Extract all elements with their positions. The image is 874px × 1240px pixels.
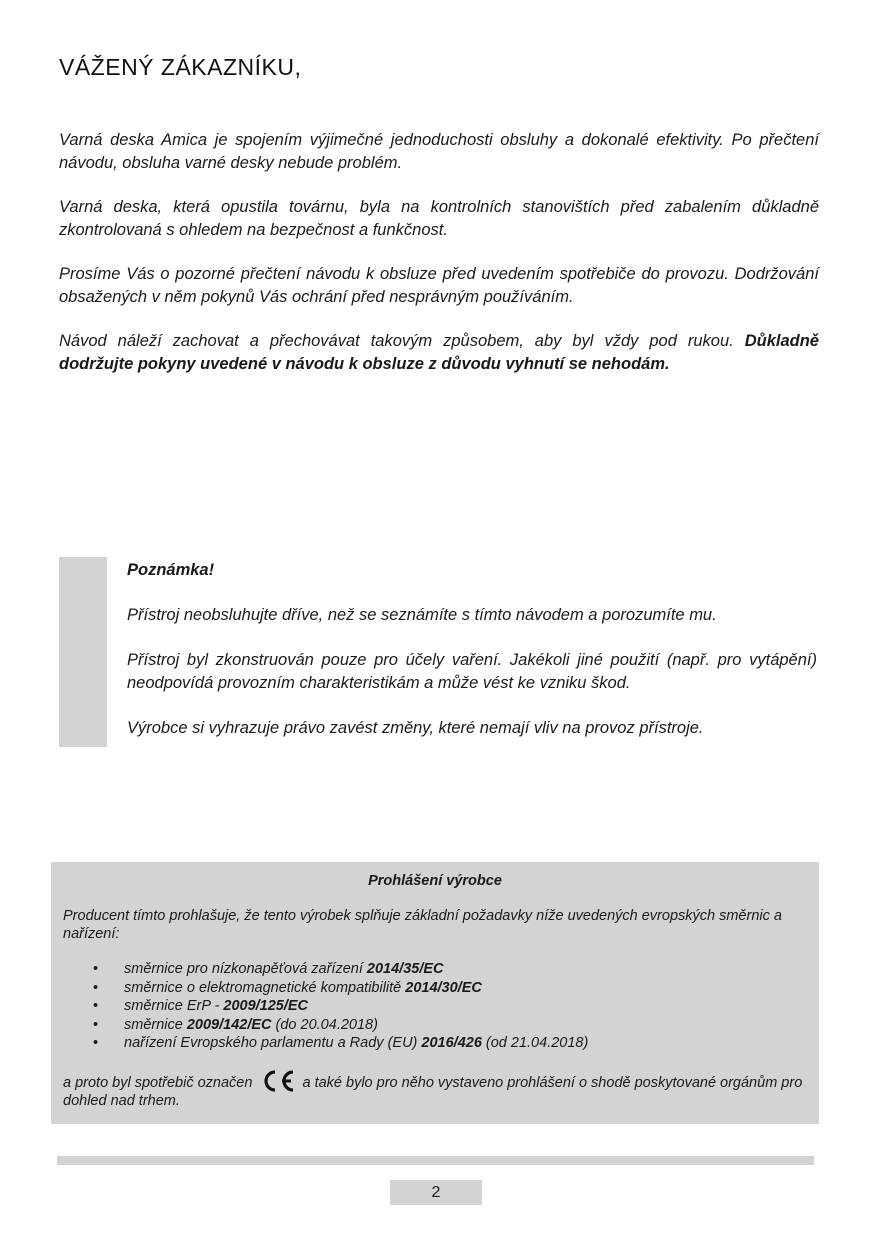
page-number: 2 [390, 1180, 482, 1205]
directive-suffix: (od 21.04.2018) [481, 1035, 589, 1052]
intro-text: Návod náleží zachovat a přechovávat takovým způsobem, aby byl vždy pod rukou. [59, 332, 734, 350]
list-item [93, 997, 807, 1016]
note-title: Poznámka! [127, 561, 215, 579]
note-paragraph: Přístroj byl zkonstruován pouze pro účely vaření. Jakékoli jiné použití (např. pro vytápění) neodpovídá provozním charakteristikám a může vést ke vzniku škod. [127, 651, 817, 692]
intro-paragraph: Prosíme Vás o pozorné přečtení návodu k obsluze před uvedením spotřebiče do provozu. Dodržování obsažených v něm pokynů Vás ochrání před nesprávným používáním. [59, 265, 819, 306]
list-item [93, 1016, 807, 1035]
bullet-icon: • [93, 1016, 99, 1033]
declaration-title: Prohlášení výrobce [368, 873, 502, 889]
list-item [93, 1034, 807, 1053]
page-title: VÁŽENÝ ZÁKAZNÍKU, [59, 54, 302, 80]
note-paragraph: Přístroj neobsluhujte dříve, než se seznámíte s tímto návodem a porozumíte mu. [127, 606, 717, 624]
directive-code: 2016/426 [421, 1035, 482, 1052]
manufacturer-declaration-box [51, 862, 819, 1124]
directive-text: směrnice pro nízkonapěťová zařízení [124, 961, 367, 977]
directive-code: 2009/125/EC [223, 998, 309, 1015]
intro-paragraph: Varná deska, která opustila továrnu, byla na kontrolních stanovištích před zabalením důkladně zkontrolovaná s ohledem na bezpečnost a funkčnost. [59, 198, 819, 239]
list-item [93, 979, 807, 998]
intro-warning: Důkladně dodržujte pokyny uvedené v návodu k obsluze z důvodu vyhnutí se nehodám. [59, 332, 819, 373]
note-section [127, 559, 817, 762]
note-paragraph: Výrobce si vyhrazuje právo zavést změny, které nemají vliv na provoz přístroje. [127, 719, 704, 737]
directive-code: 2014/30/EC [405, 979, 482, 996]
declaration-text: Producent tímto prohlašuje, že tento výrobek splňuje základní požadavky níže uvedených evropských směrnic a nařízení: [63, 908, 782, 942]
bullet-icon: • [93, 998, 99, 1015]
bullet-icon: • [93, 979, 99, 996]
closing-text: a také bylo pro něho vystaveno prohlášení o shodě poskytované orgánům pro dohled nad trhem. [63, 1074, 803, 1109]
directive-code: 2014/35/EC [366, 961, 444, 977]
directive-text: nařízení Evropského parlamentu a Rady (EU) [124, 1035, 422, 1052]
declaration-closing [63, 1070, 807, 1110]
intro-section [59, 129, 819, 375]
footer-divider [57, 1156, 814, 1165]
directive-list [63, 960, 807, 1053]
bullet-icon: • [93, 1035, 99, 1052]
note-side-bar [59, 557, 107, 747]
directive-code: 2009/142/EC [186, 1016, 272, 1033]
bullet-icon: • [93, 961, 99, 977]
ce-mark-icon [258, 1070, 296, 1092]
list-item [93, 960, 807, 979]
intro-paragraph [59, 330, 819, 375]
directive-suffix: (do 20.04.2018) [271, 1016, 378, 1033]
directive-text: směrnice ErP - [124, 998, 224, 1015]
intro-paragraph: Varná deska Amica je spojením výjimečné jednoduchosti obsluhy a dokonalé efektivity. Po přečtení návodu, obsluha varné desky nebude problém. [59, 131, 819, 172]
closing-text: a proto byl spotřebič označen [63, 1074, 253, 1091]
directive-text: směrnice [124, 1016, 187, 1033]
directive-text: směrnice o elektromagnetické kompatibilitě [124, 979, 406, 996]
